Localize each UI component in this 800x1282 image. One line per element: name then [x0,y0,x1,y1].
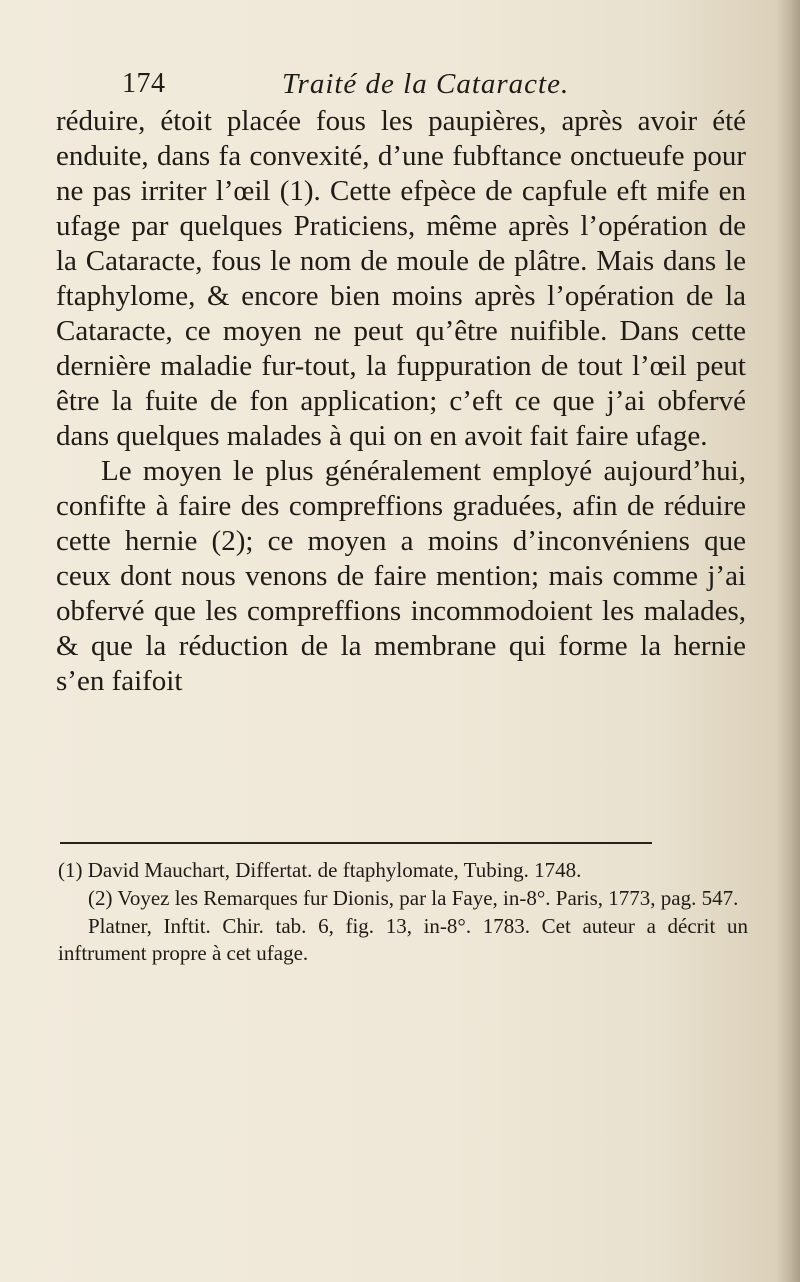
main-text [56,104,746,699]
page-number: 174 [122,68,166,99]
footnote-2: (2) Voyez les Remarques fur Dionis, par la Faye, in-8°. Paris, 1773, pag. 547. [88,886,739,910]
page-edge-shadow [776,0,800,1282]
paragraph-2: Le moyen le plus généralement employé aujourd’hui, confifte à faire des compreffions graduées, afin de réduire cette hernie (2); ce moyen a moins d’inconvéniens que ceux dont nous venons de faire mention; mais comme j’ai obfervé que les compreffions incommodoient les malades, & que la réduction de la membrane qui forme la hernie s’en faifoit [56,455,746,697]
running-head: Traité de la Cataracte. [282,68,570,100]
footnote-rule [60,842,652,844]
page-header [122,64,642,104]
footnote-1: (1) David Mauchart, Differtat. de ftaphylomate, Tubing. 1748. [58,858,582,882]
paragraph-1: réduire, étoit placée fous les paupières, après avoir été enduite, dans fa convexité, d’une fubftance onctueufe pour ne pas irriter l’œil (1). Cette efpèce de capfule eft mife en ufage par quelques Praticiens, même après l’opération de la Cataracte, fous le nom de moule de plâtre. Mais dans le ftaphylome, & encore bien moins après l’opération de la Cataracte, ce moyen ne peut qu’être nuifible. Dans cette dernière maladie fur-tout, la fuppuration de tout l’œil peut être la fuite de fon application; c’eft ce que j’ai obfervé dans quelques malades à qui on en avoit fait faire ufage. [56,105,746,452]
footnote-3: Platner, Inftit. Chir. tab. 6, fig. 13, in-8°. 1783. Cet auteur a décrit un inftrument propre à cet ufage. [58,914,748,965]
footnotes [58,857,748,968]
